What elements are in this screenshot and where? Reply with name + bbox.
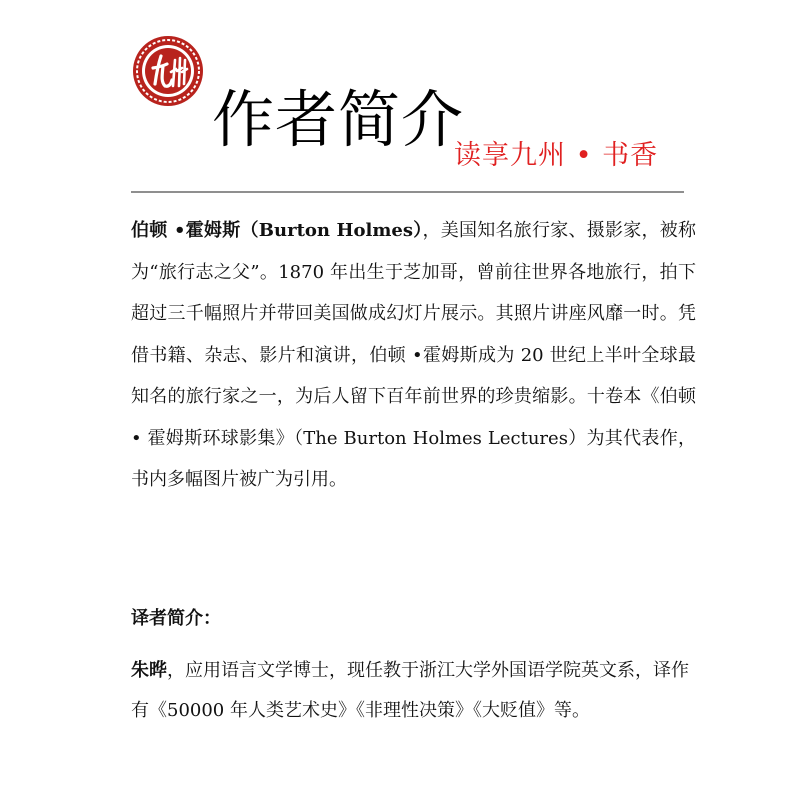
- jiuzhou-seal-logo-icon: [131, 34, 205, 108]
- slogan: 读享九州 • 书香: [454, 140, 659, 171]
- author-bio-text: ，美国知名旅行家、摄影家，被称为“旅行志之父”。1870 年出生于芝加哥，曾前往世界各地旅行，拍下超过三千幅照片并带回美国做成幻灯片展示。其照片讲座风靡一时。凭借书籍、杂志、影片和演讲，伯顿 •霍姆斯成为 20 世纪上半叶全球最知名的旅行家之一，为后人留下百年前世界的珍贵缩影。十卷本《伯顿 • 霍姆斯环球影集》（The Burton Holmes Lectures）为其代表作，书内多幅图片被广为引用。: [131, 220, 697, 490]
- author-bio: [131, 210, 696, 501]
- translator-heading: 译者简介：: [131, 608, 221, 629]
- divider: [131, 191, 684, 193]
- translator-name: 朱晔: [131, 660, 167, 681]
- author-name: 伯顿 •霍姆斯（Burton Holmes）: [131, 220, 423, 241]
- translator-bio: [131, 651, 696, 731]
- translator-bio-text: ，应用语言文学博士，现任教于浙江大学外国语学院英文系，译作有《50000 年人类艺术史》《非理性决策》《大贬值》等。: [131, 660, 689, 721]
- page-title: 作者简介: [212, 82, 465, 156]
